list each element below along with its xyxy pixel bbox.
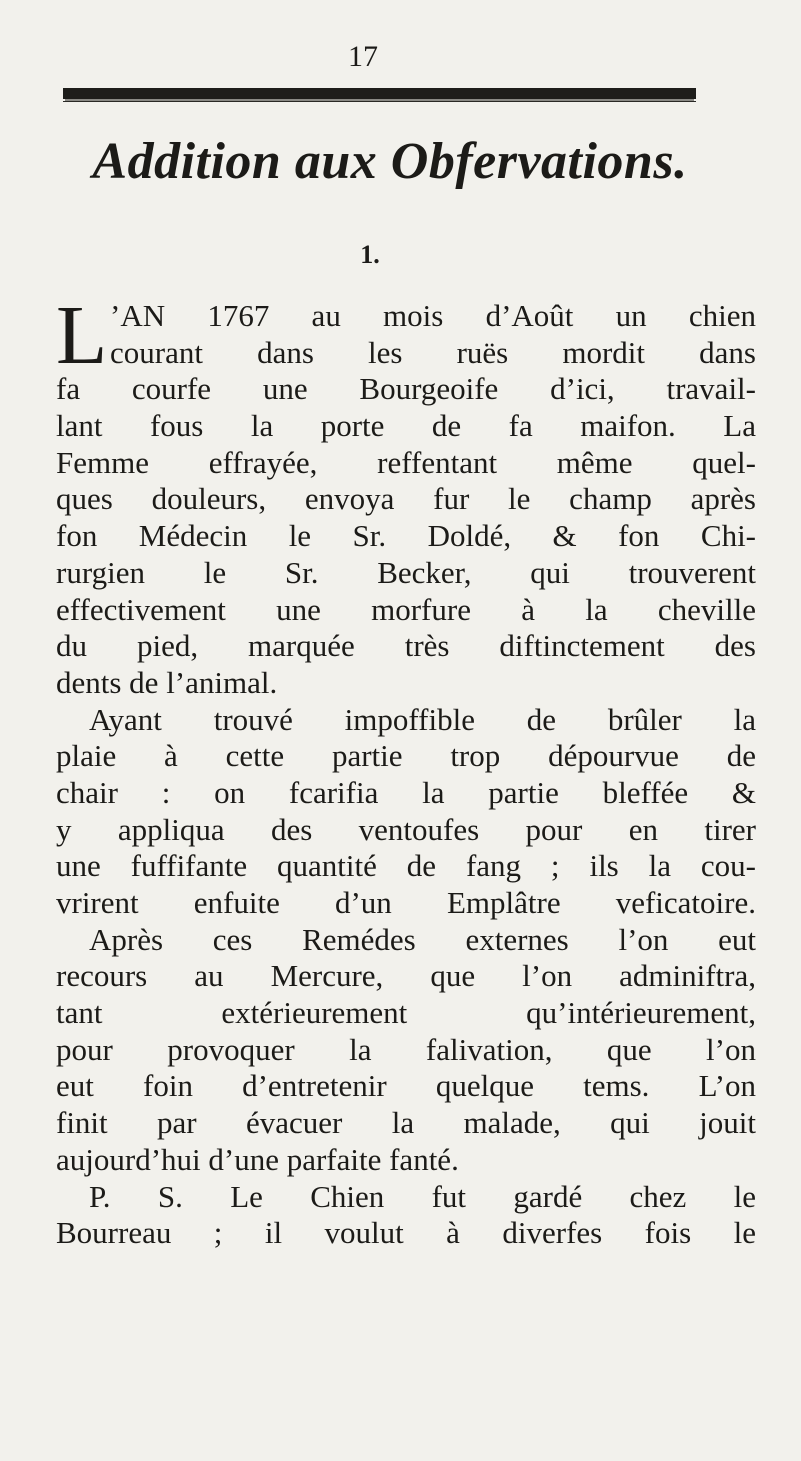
text-line: Ayant trouvé impoffible de brûler la (89, 701, 756, 737)
text-line: dents de l’animal. (56, 664, 278, 700)
text-line: finit par évacuer la malade, qui jouit (56, 1105, 756, 1141)
body-text (56, 289, 756, 1252)
text-line: Femme effrayée, reffentant même quel- (56, 444, 756, 480)
text-line: du pied, marquée très diftinctement des (56, 628, 756, 664)
text-line: vrirent enfuite d’un Emplâtre veficatoire. (56, 885, 756, 920)
page-number: 17 (348, 40, 378, 73)
text-line: courant dans les ruës mordit dans (110, 334, 756, 370)
text-line: recours au Mercure, que l’on adminiftra, (56, 958, 756, 994)
text-line: eut foin d’entretenir quelque tems. L’on (56, 1068, 756, 1104)
text-line: P. S. Le Chien fut gardé chez le (89, 1178, 756, 1214)
text-line: Bourreau ; il voulut à diverfes fois le (56, 1215, 756, 1251)
header-rule (63, 88, 696, 99)
text-line: ’AN 1767 au mois d’Août un chien (110, 298, 756, 333)
section-number: 1. (360, 240, 380, 269)
text-line: lant fous la porte de fa maifon. La (56, 408, 756, 444)
text-line: plaie à cette partie trop dépourvue de (56, 738, 756, 774)
text-line: fa courfe une Bourgeoife d’ici, travail- (56, 371, 756, 407)
page-heading: Addition aux Obfervations. (92, 133, 688, 190)
drop-cap: L (56, 289, 108, 382)
text-line: ques douleurs, envoya fur le champ après (56, 481, 756, 517)
text-line: chair : on fcarifia la partie bleffée & (56, 774, 756, 810)
text-line: aujourd’hui d’une parfaite fanté. (56, 1141, 459, 1177)
text-line: une fuffifante quantité de fang ; ils la cou- (56, 848, 756, 884)
text-line: fon Médecin le Sr. Doldé, & fon Chi- (56, 518, 756, 554)
text-line: Après ces Remédes externes l’on eut (89, 921, 756, 957)
text-line: y appliqua des ventoufes pour en tirer (56, 811, 756, 847)
text-line: pour provoquer la falivation, que l’on (56, 1031, 756, 1067)
text-line: tant extérieurement qu’intérieurement, (56, 995, 756, 1031)
text-line: effectivement une morfure à la cheville (56, 591, 756, 627)
text-line: rurgien le Sr. Becker, qui trouverent (56, 554, 756, 590)
